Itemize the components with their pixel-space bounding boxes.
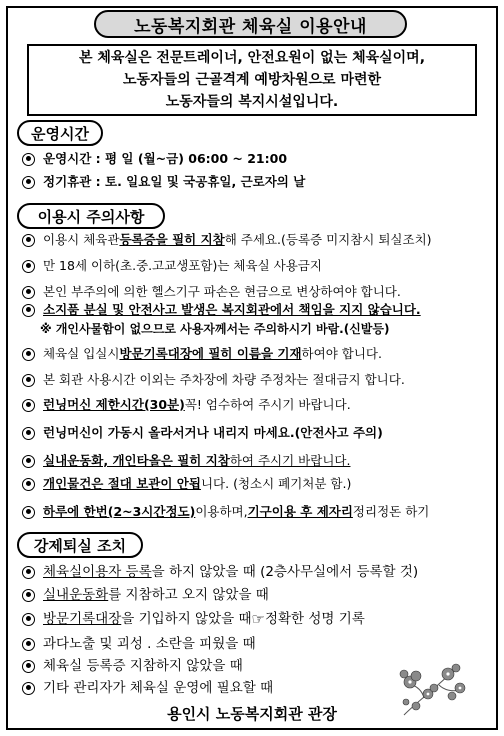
bullet-icon xyxy=(22,455,35,468)
bullet-icon xyxy=(22,638,35,651)
caution-8-text: 런닝머신이 가동시 올라서거나 내리지 마세요.(안전사고 주의) xyxy=(43,425,383,440)
caution-item-7 xyxy=(22,395,351,415)
expulsion-heading-text: 강제퇴실 조치 xyxy=(33,536,127,555)
caution-6-text: 본 회관 사용시간 이외는 주차장에 차량 주정차는 절대금지 합니다. xyxy=(43,372,405,387)
expulsion-item-5 xyxy=(22,656,243,676)
caution-item-8 xyxy=(22,423,383,443)
bullet-icon xyxy=(22,427,35,440)
caution-4-note: ※ 개인사물함이 없으므로 사용자께서는 주의하시기 바람.(신발등) xyxy=(40,322,390,336)
bullet-icon xyxy=(22,613,35,626)
caution-5-b: 방문기록대장에 필히 이름을 기재 xyxy=(119,346,302,361)
bullet-icon xyxy=(22,682,35,695)
caution-1-b: 등록증을 필히 지참 xyxy=(119,232,225,247)
hours-item-operating xyxy=(22,149,287,169)
caution-5-a: 체육실 입실시 xyxy=(43,346,120,361)
expulsion-item-4 xyxy=(22,634,256,654)
notice-line-2: 노동자들의 근골격계 예방차원으로 마련한 xyxy=(122,72,382,88)
bullet-icon xyxy=(22,566,35,579)
notice-line-3: 노동자들의 복지시설입니다. xyxy=(165,94,339,110)
bullet-icon xyxy=(22,153,35,166)
expulsion-item-2 xyxy=(22,585,269,605)
caution-5-c: 하여야 합니다. xyxy=(301,346,382,361)
expulsion-3-d: 정확한 성명 기록 xyxy=(264,611,365,627)
hours-item-operating-text: 운영시간 : 평 일 (월~금) 06:00 ~ 21:00 xyxy=(43,151,288,166)
bullet-icon xyxy=(22,286,35,299)
footer-signature: 용인시 노동복지회관 관장 xyxy=(167,705,337,723)
expulsion-5-text: 체육실 등록증 지참하지 않았을 때 xyxy=(43,658,243,674)
caution-11-m: 이용하며, xyxy=(195,504,248,519)
expulsion-4-text: 과다노출 및 괴성 . 소란을 피웠을 때 xyxy=(43,636,256,652)
caution-item-9 xyxy=(22,451,350,471)
caution-10-b: 개인물건은 절대 보관이 안됩 xyxy=(43,476,201,491)
caution-11-b1: 하루에 한번(2~3시간정도) xyxy=(43,504,196,519)
flower-illustration-icon xyxy=(394,660,468,720)
caution-4-text: 소지품 분실 및 안전사고 발생은 복지회관에서 책임을 지지 않습니다. xyxy=(43,302,421,317)
bullet-icon xyxy=(22,304,35,317)
caution-11-b2: 기구이용 후 제자리 xyxy=(247,504,353,519)
expulsion-item-1 xyxy=(22,562,418,582)
cautions-heading-text: 이용시 주의사항 xyxy=(37,207,145,226)
page-title xyxy=(94,10,407,38)
bullet-icon xyxy=(22,399,35,412)
hours-item-closed-text: 정기휴관 : 토. 일요일 및 국공휴일, 근로자의 날 xyxy=(43,174,306,189)
pointing-hand-icon: ☞ xyxy=(251,610,265,628)
expulsion-heading xyxy=(17,532,143,558)
caution-item-2 xyxy=(22,256,322,276)
bullet-icon xyxy=(22,374,35,387)
caution-item-5 xyxy=(22,344,382,364)
caution-item-3 xyxy=(22,282,401,302)
bullet-icon xyxy=(22,589,35,602)
expulsion-6-text: 기타 관리자가 체육실 운영에 필요할 때 xyxy=(43,680,274,696)
expulsion-item-3 xyxy=(22,609,365,629)
notice-line-1: 본 체육실은 전문트레이너, 안전요원이 없는 체육실이며, xyxy=(78,50,426,66)
cautions-heading xyxy=(17,203,165,229)
caution-1-a: 이용시 체육관 xyxy=(43,232,120,247)
expulsion-2-c: 를 지참하고 오지 않았을 때 xyxy=(108,587,269,603)
caution-item-10 xyxy=(22,474,351,494)
bullet-icon xyxy=(22,478,35,491)
expulsion-item-6 xyxy=(22,678,273,698)
caution-9-c: 하여 주시기 바랍니다. xyxy=(229,453,351,468)
caution-2-text: 만 18세 이하(초.중.고교생포함)는 체육실 사용금지 xyxy=(43,258,322,273)
caution-item-6 xyxy=(22,370,405,390)
bullet-icon xyxy=(22,260,35,273)
caution-1-c: 해 주세요.(등록증 미지참시 퇴실조치) xyxy=(224,232,432,247)
caution-9-b: 실내운동화, 개인타올은 필히 지참 xyxy=(43,453,230,468)
hours-heading-text: 운영시간 xyxy=(31,124,89,143)
caution-7-b: 런닝머신 제한시간(30분) xyxy=(43,397,185,412)
page-title-text: 노동복지회관 체육실 이용안내 xyxy=(134,16,367,37)
hours-heading xyxy=(17,120,103,146)
bullet-icon xyxy=(22,234,35,247)
caution-11-c: 정리정돈 하기 xyxy=(352,504,430,519)
expulsion-1-c: 을 하지 않았을 때 (2층사무실에서 등록할 것) xyxy=(151,564,419,580)
bullet-icon xyxy=(22,348,35,361)
caution-item-11 xyxy=(22,502,429,522)
caution-10-c: 니다. (청소시 폐기처분 함.) xyxy=(200,476,352,491)
bullet-icon xyxy=(22,506,35,519)
hours-item-closed xyxy=(22,172,305,192)
bullet-icon xyxy=(22,660,35,673)
bullet-icon xyxy=(22,176,35,189)
expulsion-2-u: 실내운동화 xyxy=(43,587,109,603)
expulsion-1-u: 체육실이용자 등록 xyxy=(43,564,152,580)
caution-item-4 xyxy=(22,300,421,320)
caution-7-c: 꼭! 엄수하여 주시기 바랍니다. xyxy=(184,397,351,412)
caution-item-1 xyxy=(22,230,432,250)
caution-3-text: 본인 부주의에 의한 헬스기구 파손은 현금으로 변상하여야 합니다. xyxy=(43,284,401,299)
expulsion-3-u: 방문기록대장 xyxy=(43,611,122,627)
notice-box xyxy=(27,44,477,116)
expulsion-3-c: 을 기입하지 않았을 때 xyxy=(121,611,252,627)
